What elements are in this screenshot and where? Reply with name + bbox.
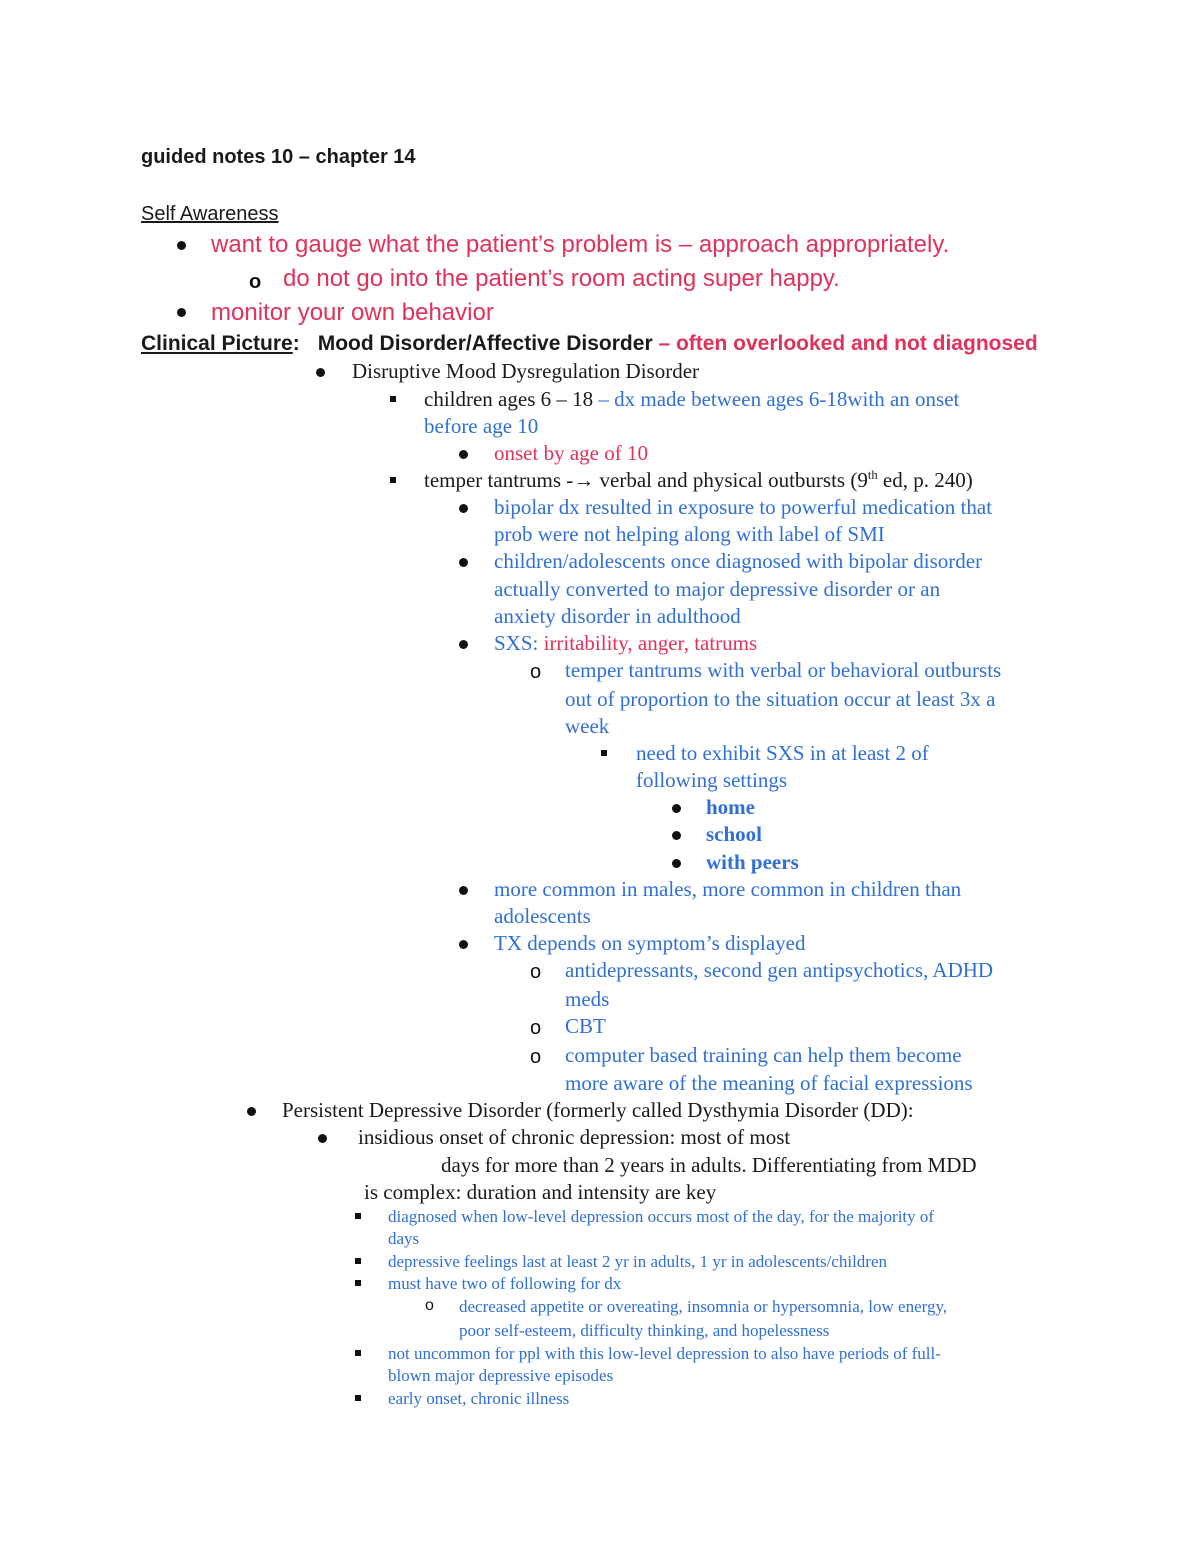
dmdd-temper-1: temper tantrums with verbal or behavioral outbursts [565, 658, 1002, 682]
pdd-insidious-3: is complex: duration and intensity are key [364, 1180, 717, 1204]
pdd-insidious-1: insidious onset of chronic depression: most of most [358, 1125, 791, 1149]
bullet-icon [672, 859, 681, 868]
bullet-no-happy: do not go into the patient’s room acting super happy. [283, 265, 840, 292]
dmdd-comp-2: more aware of the meaning of facial expressions [565, 1071, 973, 1095]
dmdd-common-1: more common in males, more common in children than [494, 877, 962, 901]
bullet-icon [459, 450, 468, 459]
pdd-decreased-1: decreased appetite or overeating, insomnia or hypersomnia, low energy, [459, 1297, 948, 1316]
square-bullet-icon [355, 1350, 361, 1356]
dmdd-sxs [494, 633, 757, 654]
setting-with-peers: with peers [706, 850, 799, 874]
dmdd-bipolar-2: prob were not helping along with label of SMI [494, 522, 885, 546]
pdd-heading: Persistent Depressive Disorder (formerly called Dysthymia Disorder (DD): [282, 1098, 914, 1122]
bullet-icon [177, 308, 186, 317]
bullet-icon [459, 558, 468, 567]
setting-school: school [706, 822, 763, 846]
tantrums-text-2: verbal and physical outbursts (9 [594, 468, 868, 492]
dmdd-temper-2: out of proportion to the situation occur at least 3x a [565, 687, 996, 711]
dmdd-onset: onset by age of 10 [494, 441, 648, 465]
bullet-icon [459, 886, 468, 895]
dmdd-temper-3: week [565, 714, 610, 738]
mood-disorder-note: – often overlooked and not diagnosed [652, 332, 1038, 355]
bullet-icon [459, 940, 468, 949]
sxs-label: SXS: [494, 631, 544, 655]
dmdd-common-2: adolescents [494, 904, 591, 928]
arrow-right-icon: → [573, 469, 595, 492]
clinical-picture-line [141, 333, 1038, 354]
pdd-diag-1: diagnosed when low-level depression occurs most of the day, for the majority of [388, 1207, 935, 1226]
pdd-uncommon-1: not uncommon for ppl with this low-level depression to also have periods of full- [388, 1344, 941, 1363]
pdd-insidious-2: days for more than 2 years in adults. Differentiating from MDD [441, 1153, 977, 1177]
dmdd-anti-1: antidepressants, second gen antipsychotics, ADHD [565, 958, 994, 982]
circle-bullet-icon: o [530, 1017, 542, 1039]
dmdd-children-3: anxiety disorder in adulthood [494, 604, 741, 628]
bullet-icon [318, 1134, 327, 1143]
clinical-picture-label: Clinical Picture [141, 332, 293, 355]
section-heading-self-awareness: Self Awareness [141, 203, 279, 225]
dmdd-ages-note: – dx made between ages 6-18with an onset [598, 387, 960, 411]
dmdd-heading: Disruptive Mood Dysregulation Disorder [352, 359, 700, 383]
pdd-decreased-2: poor self-esteem, difficulty thinking, and hopelessness [459, 1321, 830, 1340]
setting-home: home [706, 795, 755, 819]
square-bullet-icon [355, 1258, 361, 1264]
sxs-list: irritability, anger, tatrums [543, 631, 758, 655]
pdd-early: early onset, chronic illness [388, 1389, 570, 1408]
square-bullet-icon [355, 1213, 361, 1219]
mood-disorder-topic: Mood Disorder/Affective Disorder [317, 332, 653, 355]
clinical-picture-colon: : [292, 332, 300, 355]
tantrums-sup: th [867, 468, 878, 482]
circle-bullet-icon: o [530, 1046, 542, 1068]
dmdd-bipolar-1: bipolar dx resulted in exposure to powerful medication that [494, 495, 993, 519]
square-bullet-icon [390, 396, 396, 402]
dmdd-need-2: following settings [636, 768, 788, 792]
tantrums-text: temper tantrums - [424, 468, 574, 492]
bullet-icon [672, 831, 681, 840]
dmdd-cbt: CBT [565, 1014, 606, 1038]
dmdd-ages-line [424, 389, 959, 410]
bullet-gauge-problem: want to gauge what the patient’s problem is – approach appropriately. [211, 231, 950, 258]
pdd-uncommon-2: blown major depressive episodes [388, 1366, 614, 1385]
pdd-must: must have two of following for dx [388, 1274, 622, 1293]
dmdd-comp-1: computer based training can help them become [565, 1043, 962, 1067]
circle-bullet-icon: o [425, 1297, 434, 1314]
circle-bullet-icon: o [530, 961, 542, 983]
circle-bullet-icon: o [249, 271, 262, 293]
bullet-icon [247, 1107, 256, 1116]
bullet-monitor-behavior: monitor your own behavior [211, 299, 494, 326]
dmdd-tx: TX depends on symptom’s displayed [494, 931, 806, 955]
dmdd-need-1: need to exhibit SXS in at least 2 of [636, 741, 929, 765]
square-bullet-icon [355, 1280, 361, 1286]
bullet-icon [672, 804, 681, 813]
dmdd-tantrums [424, 470, 973, 491]
bullet-icon [459, 640, 468, 649]
circle-bullet-icon: o [530, 661, 542, 683]
pdd-diag-2: days [388, 1229, 420, 1248]
dmdd-children-2: actually converted to major depressive disorder or an [494, 577, 941, 601]
pdd-feelings: depressive feelings last at least 2 yr in adults, 1 yr in adolescents/children [388, 1252, 888, 1271]
dmdd-anti-2: meds [565, 987, 610, 1011]
square-bullet-icon [601, 750, 607, 756]
bullet-icon [177, 241, 186, 250]
square-bullet-icon [390, 477, 396, 483]
page-title: guided notes 10 – chapter 14 [141, 146, 416, 168]
square-bullet-icon [355, 1395, 361, 1401]
bullet-icon [459, 504, 468, 513]
dmdd-ages-note-cont: before age 10 [424, 414, 539, 438]
dmdd-ages-text: children ages 6 – 18 [424, 387, 599, 411]
bullet-icon [316, 368, 325, 377]
dmdd-children-1: children/adolescents once diagnosed with bipolar disorder [494, 549, 983, 573]
tantrums-text-3: ed, p. 240) [877, 468, 973, 492]
